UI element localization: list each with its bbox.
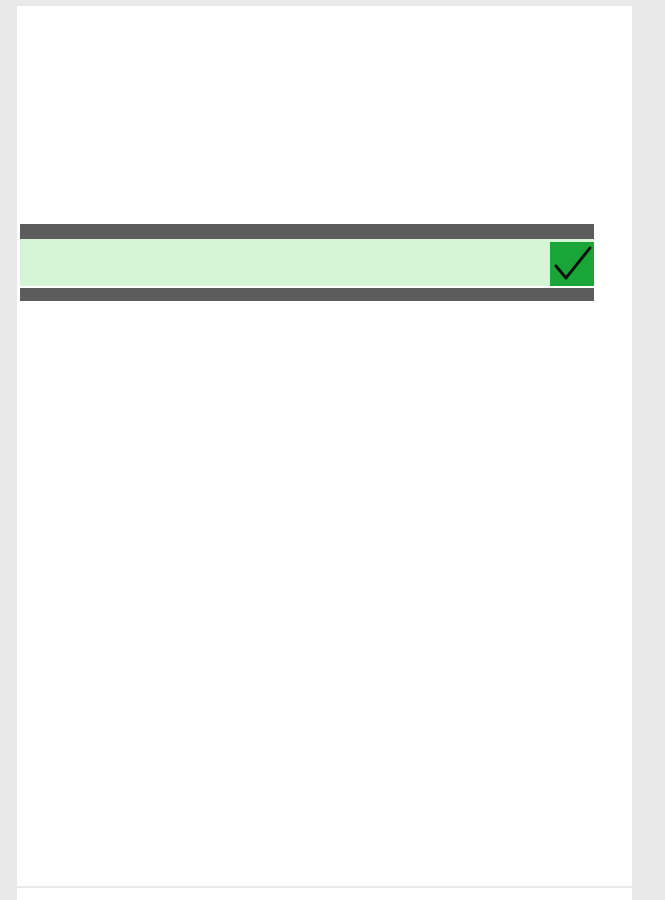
report-page — [17, 6, 632, 886]
status-badge — [550, 242, 594, 286]
results-header — [20, 288, 594, 301]
diagnose-panel — [20, 239, 594, 286]
diagnose-bar — [20, 224, 594, 239]
check-icon — [550, 242, 594, 286]
next-page-edge — [17, 888, 632, 900]
